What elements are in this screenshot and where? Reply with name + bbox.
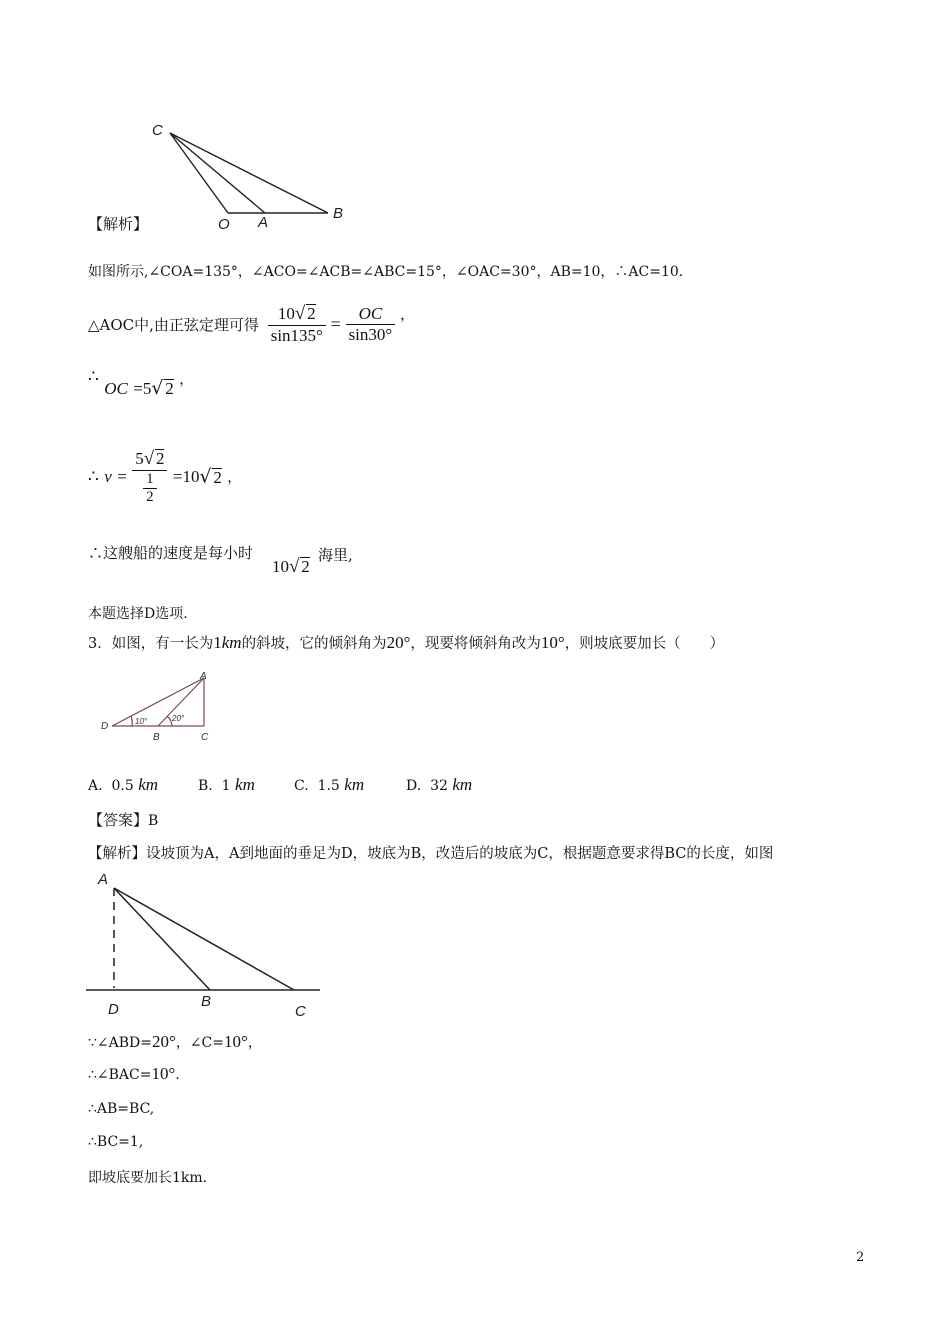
option-c[interactable]: C. 1.5 km <box>294 775 365 794</box>
figure-triangle-coab <box>140 115 360 235</box>
speed-unit: 海里, <box>318 546 353 564</box>
option-d[interactable]: D. 32 km <box>406 775 473 794</box>
solution-line-4: ∴ v = $\frac{5√ 2}{\frac{1}{2}}$ =10√ 2 ， <box>88 448 242 505</box>
jiexi-label-1: 【解析】 <box>88 215 149 233</box>
fraction-left: $\frac{10√ 2}{\sin 135^\circ}$ <box>268 303 326 346</box>
solution-line-5: ∴这艘船的速度是每小时 <box>88 544 254 562</box>
fraction-v: $\frac{5√ 2}{\frac{1}{2}}$ <box>132 448 167 506</box>
jiexi-line-2: 【解析】设坡顶为A，A到地面的垂足为D，坡底为B，改造后的坡底为C，根据题意要求得BC的长度，如图 <box>88 846 774 862</box>
solution-line-1: 如图所示,∠COA=135°，∠ACO=∠ACB=∠ABC=15°，∠OAC=30°，AB=10，∴AC=10. <box>88 264 684 280</box>
fig3-label-d: D <box>108 1001 119 1018</box>
step-5: 即坡底要加长1km. <box>88 1170 208 1186</box>
fig2-label-d: D <box>101 721 109 732</box>
question-3: 3．如图，有一长为1km的斜坡，它的倾斜角为20°，现要将倾斜角改为10°，则坡底要加长（ ） <box>88 633 725 652</box>
fig2-angle-10: 10° <box>135 717 148 726</box>
step-3: ∴AB=BC, <box>88 1101 155 1117</box>
fig1-label-a: A <box>258 214 269 231</box>
option-b[interactable]: B. 1 km <box>198 775 255 794</box>
figure-slope-large <box>84 868 324 1024</box>
fig3-label-c: C <box>295 1003 306 1020</box>
fig3-label-b: B <box>201 993 212 1010</box>
fig1-label-o: O <box>218 216 230 233</box>
step-1: ∵∠ABD=20°，∠C=10°， <box>88 1032 262 1051</box>
fig2-label-c: C <box>201 732 209 743</box>
line2-prefix: △AOC中,由正弦定理可得 <box>88 316 259 334</box>
figure-slope-small <box>100 668 220 748</box>
speed-value: 10√ 2 <box>272 556 310 577</box>
answer-line: 【答案】B <box>88 811 159 829</box>
fraction-right: $\frac{OC}{\sin 30^\circ}$ <box>346 304 396 345</box>
fig2-angle-20: 20° <box>172 714 185 723</box>
fig1-label-b: B <box>333 205 344 222</box>
solution-line-2: △AOC中,由正弦定理可得 $\frac{10√ 2}{\sin 135^\circ}$ = $\frac{OC}{\sin 30^\circ}$ ， <box>88 303 415 345</box>
fig2-label-a: A <box>200 671 207 682</box>
page-number: 2 <box>856 1250 865 1265</box>
step-2: ∴∠BAC=10°. <box>88 1064 180 1083</box>
fig2-label-b: B <box>153 732 160 743</box>
fig3-label-a: A <box>98 871 109 888</box>
fig1-label-c: C <box>152 122 163 139</box>
solution-line-3: ∴ OC =5√ 2 ， <box>88 367 194 399</box>
solution-line-6: 本题选择D选项. <box>88 606 188 622</box>
step-4: ∴BC=1, <box>88 1134 144 1150</box>
option-a[interactable]: A. 0.5 km <box>88 775 159 794</box>
